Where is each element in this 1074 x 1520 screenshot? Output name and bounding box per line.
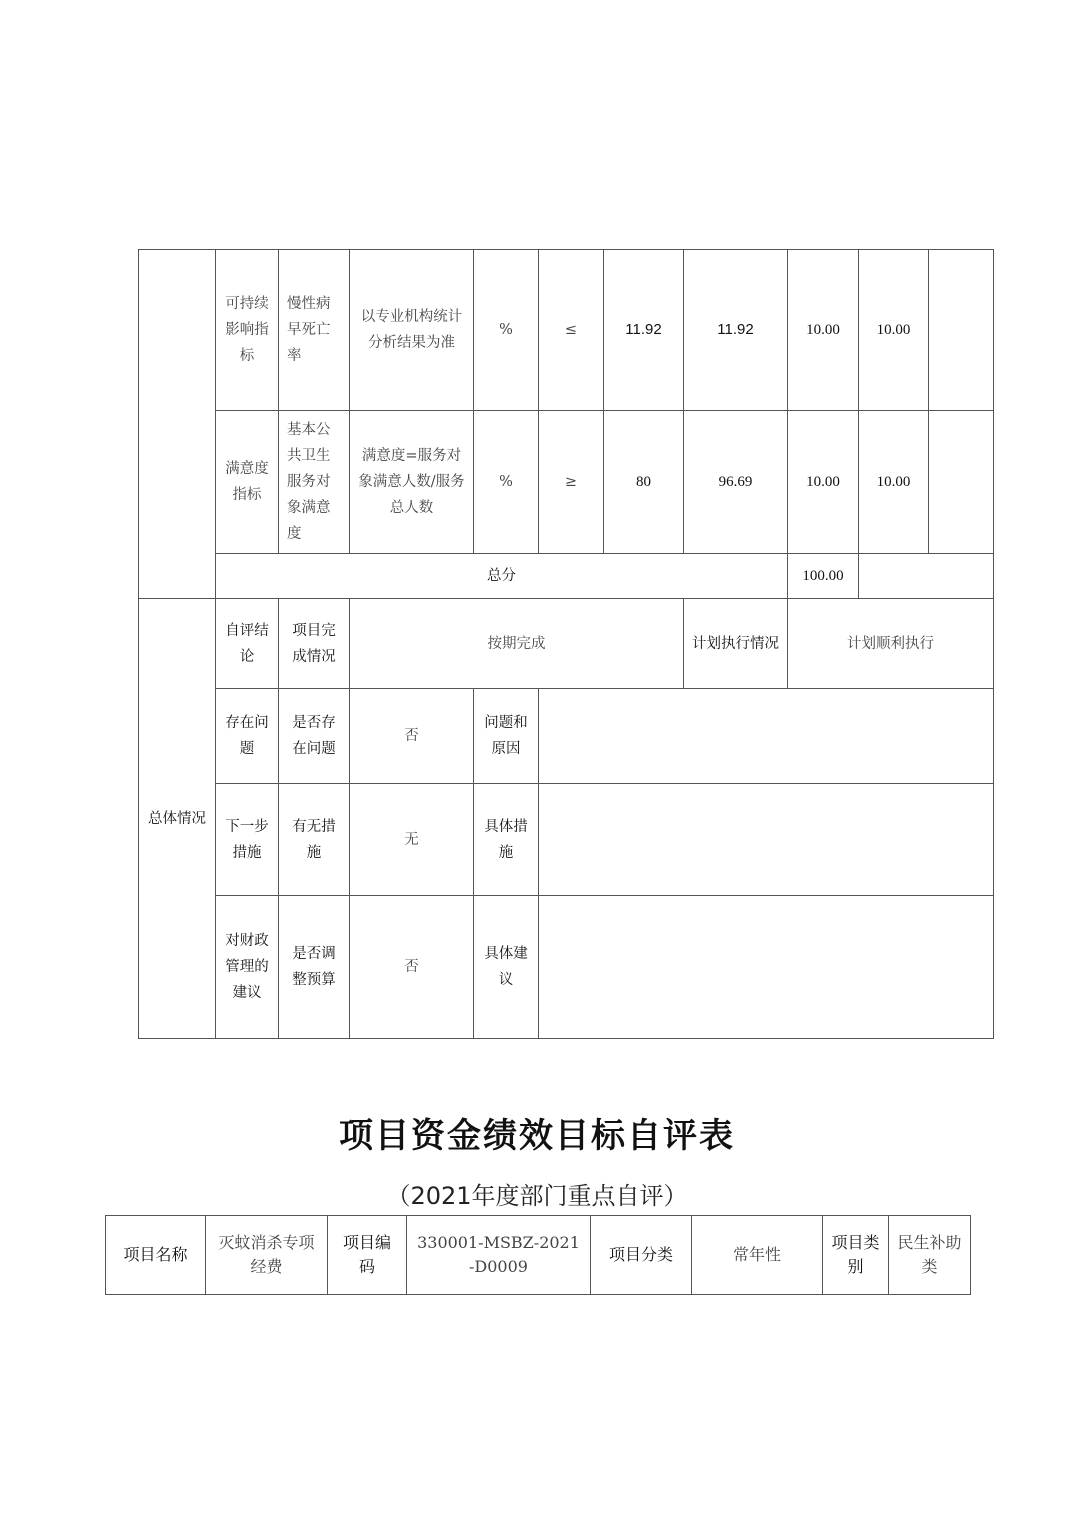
- indicator-description: 满意度=服务对象满意人数/服务总人数: [350, 411, 474, 554]
- indicator-unit: %: [474, 411, 539, 554]
- plan-label: 计划执行情况: [684, 599, 788, 689]
- indicator-actual: 96.69: [684, 411, 788, 554]
- indicator-operator: ≤: [539, 250, 604, 411]
- suggestions-answer: 否: [350, 896, 474, 1039]
- issues-answer: 否: [350, 689, 474, 784]
- overall-label: 总体情况: [139, 599, 216, 1039]
- indicator-description: 以专业机构统计分析结果为准: [350, 250, 474, 411]
- indicator-note: [929, 411, 994, 554]
- page-title: 项目资金绩效目标自评表: [339, 1116, 735, 1156]
- suggestions-label: 对财政管理的建议: [216, 896, 279, 1039]
- total-value: 100.00: [788, 554, 859, 599]
- indicator-table: [138, 249, 994, 1039]
- indicator-unit: %: [474, 250, 539, 411]
- indicator-name: 基本公共卫生服务对象满意度: [279, 411, 350, 554]
- suggestions-question: 是否调整预算: [279, 896, 350, 1039]
- indicator-weight: 10.00: [788, 250, 859, 411]
- project-name: 灭蚊消杀专项经费: [206, 1216, 328, 1295]
- suggestions-detail-label: 具体建议: [474, 896, 539, 1039]
- suggestions-detail-value: [539, 896, 994, 1039]
- table-row: [139, 689, 994, 784]
- next-steps-label: 下一步措施: [216, 784, 279, 896]
- project-info-table: [105, 1215, 971, 1295]
- project-code-label: 项目编码: [328, 1216, 407, 1295]
- table-row: [106, 1216, 971, 1295]
- project-category-label: 项目分类: [591, 1216, 692, 1295]
- project-category: 常年性: [692, 1216, 823, 1295]
- next-steps-answer: 无: [350, 784, 474, 896]
- issues-detail-value: [539, 689, 994, 784]
- indicator-operator: ≥: [539, 411, 604, 554]
- next-steps-detail-label: 具体措施: [474, 784, 539, 896]
- indicator-target: 11.92: [604, 250, 684, 411]
- table-row: [139, 896, 994, 1039]
- indicator-actual: 11.92: [684, 250, 788, 411]
- next-steps-question: 有无措施: [279, 784, 350, 896]
- indicator-score: 10.00: [859, 250, 929, 411]
- total-empty: [859, 554, 994, 599]
- indicator-category: 满意度指标: [216, 411, 279, 554]
- indicator-note: [929, 250, 994, 411]
- page-subtitle: （2021年度部门重点自评）: [386, 1182, 688, 1210]
- issues-question: 是否存在问题: [279, 689, 350, 784]
- table-row: [139, 250, 994, 411]
- table-row: [139, 599, 994, 689]
- first-level-cell: [139, 250, 216, 599]
- indicator-name: 慢性病早死亡率: [279, 250, 350, 411]
- indicator-target: 80: [604, 411, 684, 554]
- indicator-score: 10.00: [859, 411, 929, 554]
- total-row: [139, 554, 994, 599]
- indicator-category: 可持续影响指标: [216, 250, 279, 411]
- next-steps-detail-value: [539, 784, 994, 896]
- completion-label: 项目完成情况: [279, 599, 350, 689]
- indicator-weight: 10.00: [788, 411, 859, 554]
- plan-value: 计划顺利执行: [788, 599, 994, 689]
- project-type-label: 项目类别: [823, 1216, 889, 1295]
- table-row: [139, 784, 994, 896]
- issues-detail-label: 问题和原因: [474, 689, 539, 784]
- self-eval-label: 自评结论: [216, 599, 279, 689]
- completion-value: 按期完成: [350, 599, 684, 689]
- table-row: [139, 411, 994, 554]
- issues-label: 存在问题: [216, 689, 279, 784]
- project-code: 330001-MSBZ-2021-D0009: [407, 1216, 591, 1295]
- total-label: 总分: [216, 554, 788, 599]
- project-type: 民生补助类: [889, 1216, 971, 1295]
- project-name-label: 项目名称: [106, 1216, 206, 1295]
